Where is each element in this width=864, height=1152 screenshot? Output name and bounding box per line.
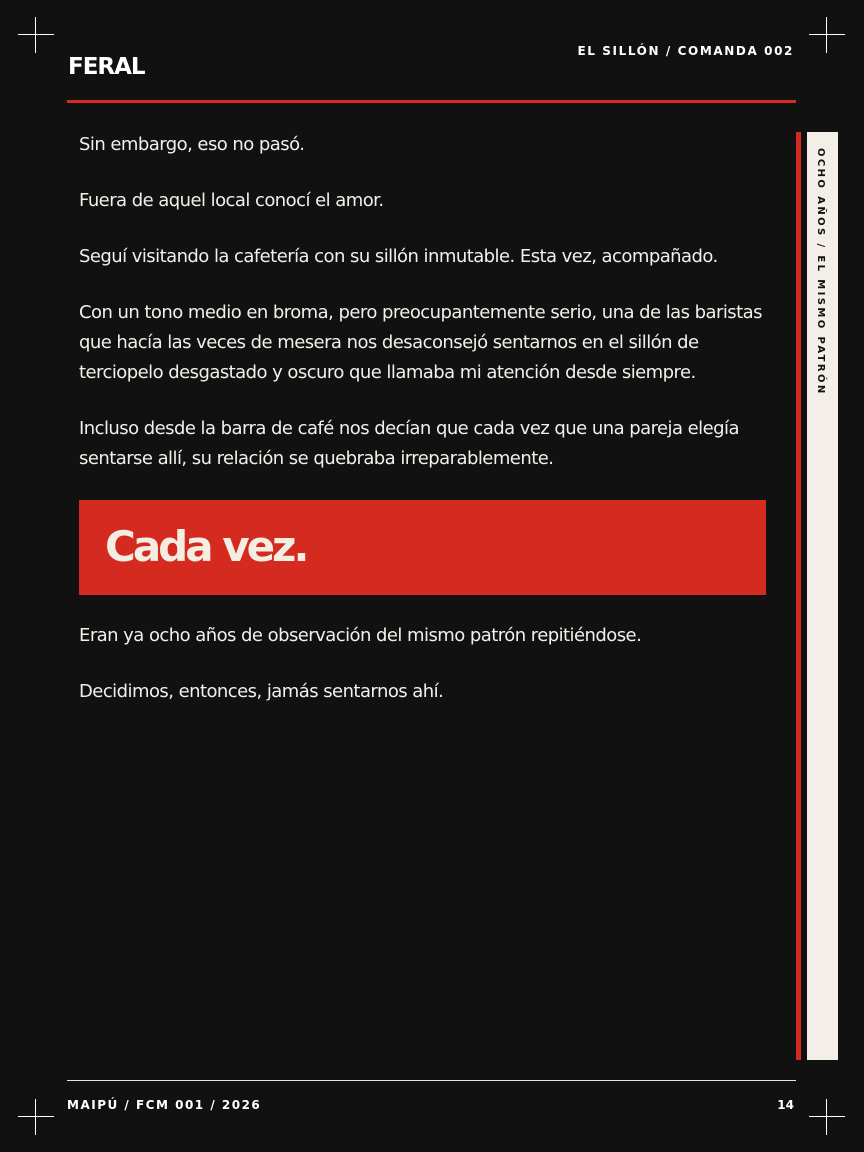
- side-accent-bar: [796, 132, 801, 1060]
- crop-mark-bottom-right: [809, 1099, 845, 1135]
- paragraph: Con un tono medio en broma, pero preocupantemente serio, una de las baristas que hacía las veces de mesera nos desaconsejó sentarnos en el sillón de terciopelo desgastado y oscuro que llamaba mi atención desde siempre.: [79, 302, 762, 383]
- paragraph: Decidimos, entonces, jamás sentarnos ahí.: [79, 681, 444, 702]
- paragraph: Sin embargo, eso no pasó.: [79, 134, 305, 155]
- crop-mark-top-right: [809, 17, 845, 53]
- paragraph: Seguí visitando la cafetería con su sillón inmutable. Esta vez, acompañado.: [79, 246, 718, 267]
- crop-mark-top-left: [18, 17, 54, 53]
- article-body: [79, 130, 779, 733]
- section-kicker: EL SILLÓN / COMANDA 002: [577, 44, 794, 58]
- footer-issue-info: MAIPÚ / FCM 001 / 2026: [67, 1098, 262, 1112]
- magazine-logo: FERAL: [68, 54, 145, 80]
- pull-quote-text: Cada vez.: [105, 522, 307, 571]
- pull-quote-box: [79, 500, 766, 595]
- header-rule: [67, 100, 796, 103]
- paragraph: Eran ya ocho años de observación del mismo patrón repitiéndose.: [79, 625, 642, 646]
- paragraph: Incluso desde la barra de café nos decían que cada vez que una pareja elegía sentarse allí, su relación se quebraba irreparablemente.: [79, 418, 739, 469]
- crop-mark-bottom-left: [18, 1099, 54, 1135]
- side-label: OCHO AÑOS / EL MISMO PATRÓN: [815, 148, 826, 396]
- page-number: 14: [777, 1098, 794, 1112]
- paragraph: Fuera de aquel local conocí el amor.: [79, 190, 384, 211]
- footer-rule: [67, 1080, 796, 1081]
